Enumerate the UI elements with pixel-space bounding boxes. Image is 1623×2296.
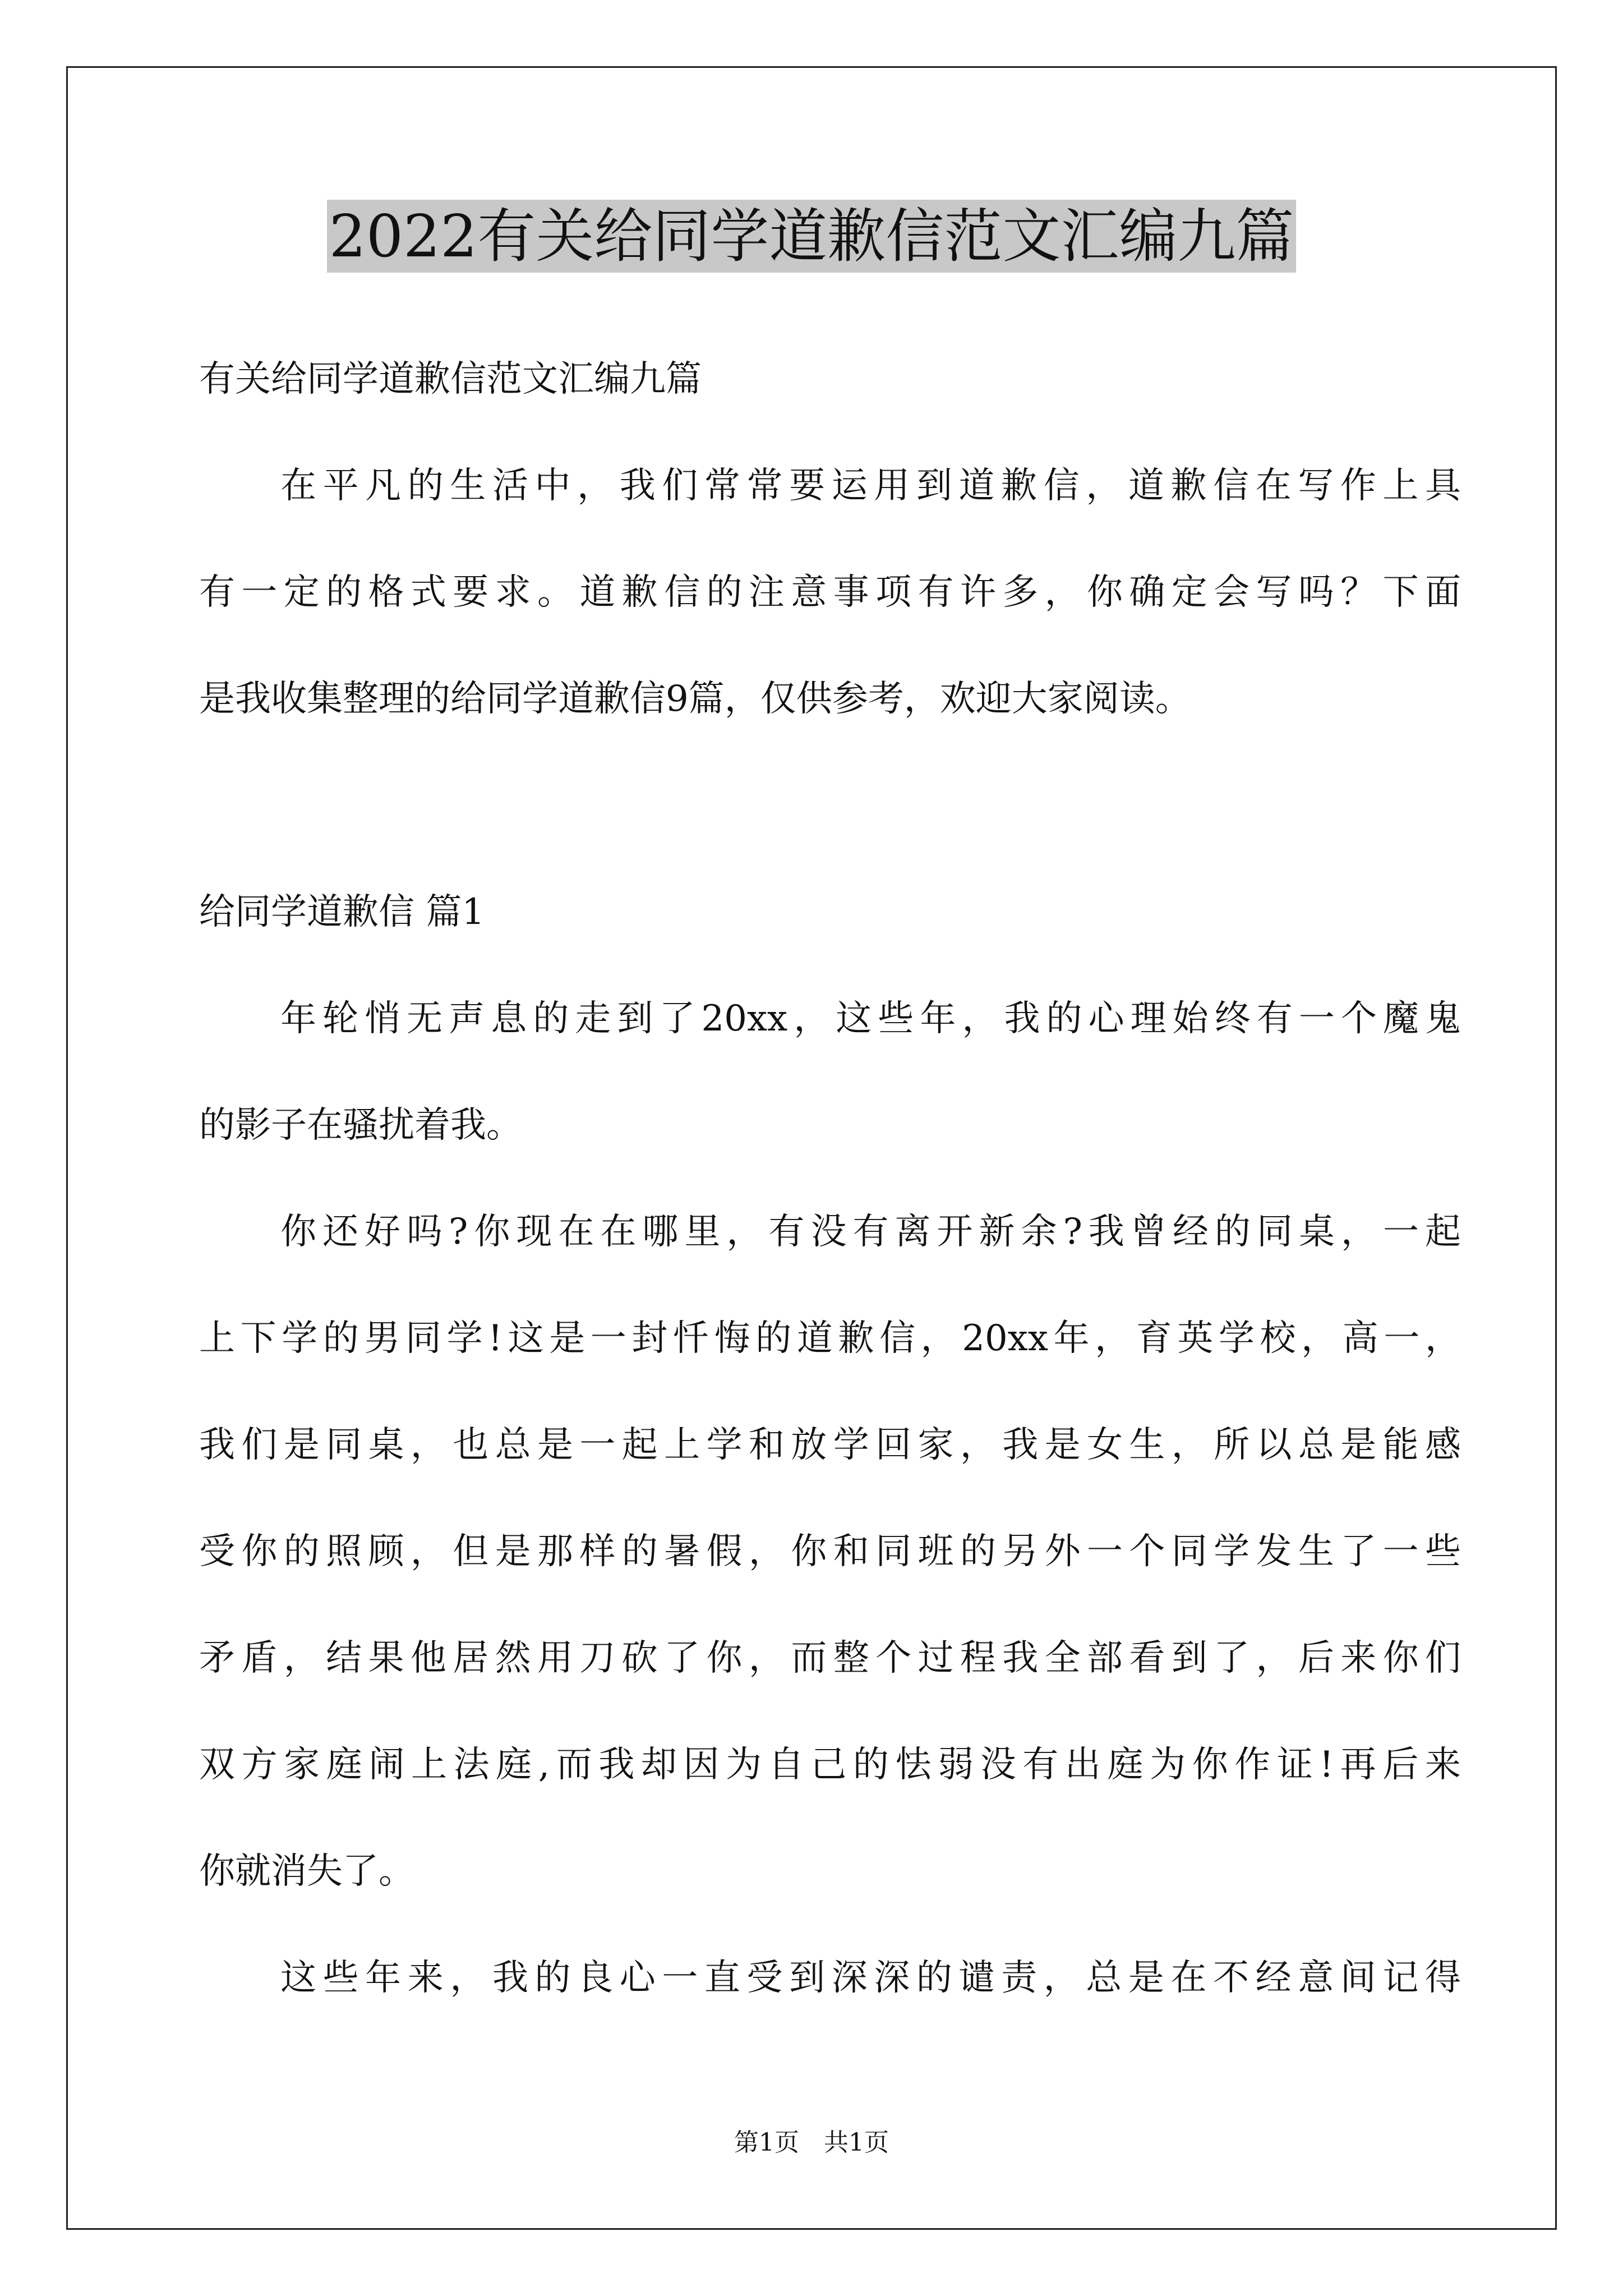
para2-line-7: 你就消失了。 (199, 1851, 414, 1892)
document-subtitle: 有关给同学道歉信范文汇编九篇 (199, 358, 702, 400)
para2-line-5: 矛盾，结果他居然用刀砍了你，而整个过程我全部看到了，后来你们 (199, 1637, 1461, 1679)
page-footer: 第1页 共1页 (734, 2128, 889, 2157)
intro-line-3: 是我收集整理的给同学道歉信9篇，仅供参考，欢迎大家阅读。 (199, 678, 1191, 720)
para2-line-2: 上下学的男同学!这是一封忏悔的道歉信，20xx年，育英学校，高一， (199, 1318, 1461, 1359)
para2-line-3: 我们是同桌，也总是一起上学和放学回家，我是女生，所以总是能感 (199, 1424, 1461, 1466)
intro-line-2: 有一定的格式要求。道歉信的注意事项有许多，你确定会写吗？下面 (199, 572, 1461, 613)
para2-line-6: 双方家庭闹上法庭,而我却因为自己的怯弱没有出庭为你作证!再后来 (199, 1744, 1461, 1786)
section-heading: 给同学道歉信 篇1 (199, 891, 485, 933)
para3-line-1: 这些年来，我的良心一直受到深深的谴责，总是在不经意间记得 (280, 1957, 1461, 1999)
para1-line-1: 年轮悄无声息的走到了20xx，这些年，我的心理始终有一个魔鬼 (280, 998, 1461, 1039)
document-title: 2022有关给同学道歉信范文汇编九篇 (327, 200, 1297, 273)
document-title-container (0, 200, 1623, 273)
intro-line-1: 在平凡的生活中，我们常常要运用到道歉信，道歉信在写作上具 (280, 465, 1461, 507)
para2-line-4: 受你的照顾，但是那样的暑假，你和同班的另外一个同学发生了一些 (199, 1531, 1461, 1572)
para2-line-1: 你还好吗?你现在在哪里，有没有离开新余?我曾经的同桌，一起 (280, 1211, 1461, 1253)
para1-line-2: 的影子在骚扰着我。 (199, 1105, 522, 1146)
